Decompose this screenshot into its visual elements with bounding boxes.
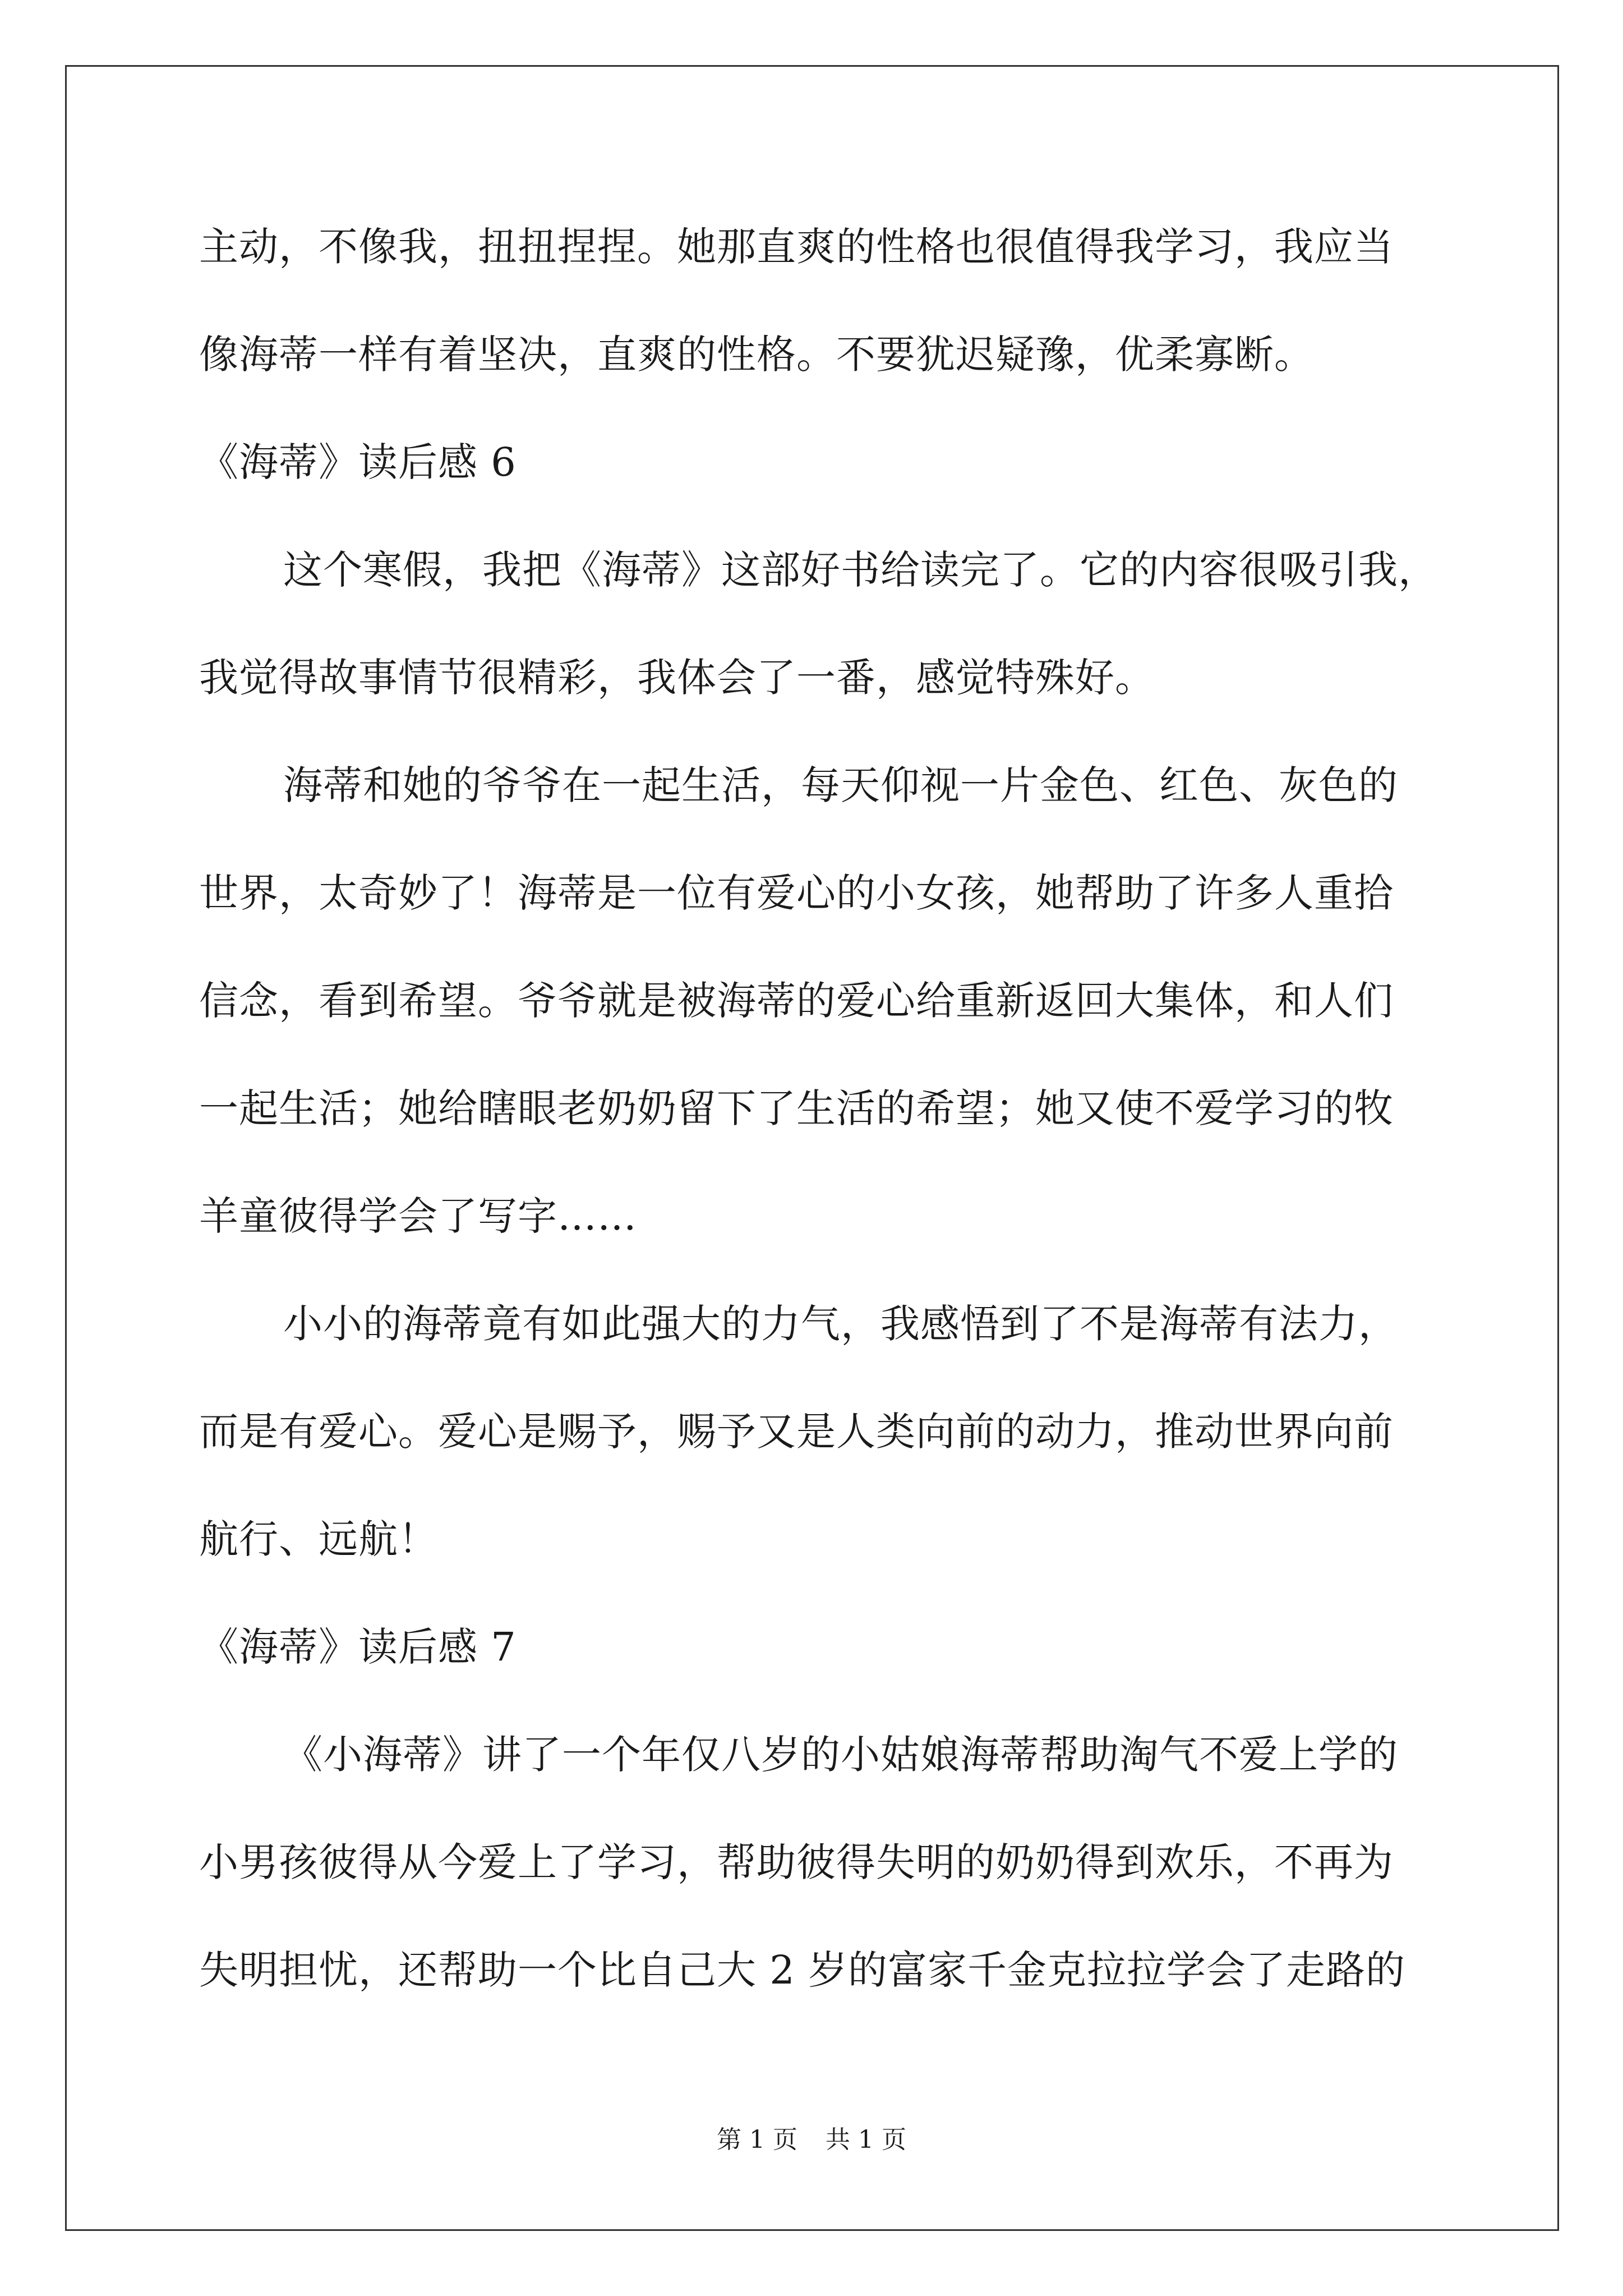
paragraph-line: 《小海蒂》讲了一个年仅八岁的小姑娘海蒂帮助淘气不爱上学的: [283, 1732, 1398, 1778]
page-number: 第 1 页: [717, 2125, 797, 2154]
paragraph-line: 羊童彼得学会了写字……: [199, 1193, 637, 1239]
paragraph-line: 小男孩彼得从今爱上了学习，帮助彼得失明的奶奶得到欢乐，不再为: [199, 1839, 1394, 1885]
paragraph-line: 航行、远航！: [199, 1516, 438, 1562]
paragraph-line: 一起生活；她给瞎眼老奶奶留下了生活的希望；她又使不爱学习的牧: [199, 1085, 1394, 1131]
section-heading: 《海蒂》读后感 7: [199, 1624, 517, 1670]
paragraph-line: 像海蒂一样有着坚决，直爽的性格。不要犹迟疑豫，优柔寡断。: [199, 332, 1314, 378]
paragraph-line: 而是有爱心。爱心是赐予，赐予又是人类向前的动力，推动世界向前: [199, 1409, 1394, 1455]
page-total: 共 1 页: [826, 2125, 906, 2154]
paragraph-line: 我觉得故事情节很精彩，我体会了一番，感觉特殊好。: [199, 655, 1155, 701]
document-body: [199, 213, 1450, 2044]
paragraph-line: 主动，不像我，扭扭捏捏。她那直爽的性格也很值得我学习，我应当: [199, 224, 1394, 270]
paragraph-line: 这个寒假，我把《海蒂》这部好书给读完了。它的内容很吸引我，: [283, 547, 1438, 593]
page-footer: [0, 2119, 1623, 2155]
paragraph-line: 信念，看到希望。爷爷就是被海蒂的爱心给重新返回大集体，和人们: [199, 978, 1394, 1024]
paragraph-line: 世界，太奇妙了！海蒂是一位有爱心的小女孩，她帮助了许多人重拾: [199, 870, 1394, 916]
paragraph-line: 小小的海蒂竟有如此强大的力气，我感悟到了不是海蒂有法力，: [283, 1301, 1398, 1347]
section-heading: 《海蒂》读后感 6: [199, 439, 517, 485]
paragraph-line: 失明担忧，还帮助一个比自己大 2 岁的富家千金克拉拉学会了走路的: [199, 1947, 1406, 1993]
paragraph-line: 海蒂和她的爷爷在一起生活，每天仰视一片金色、红色、灰色的: [283, 762, 1398, 808]
